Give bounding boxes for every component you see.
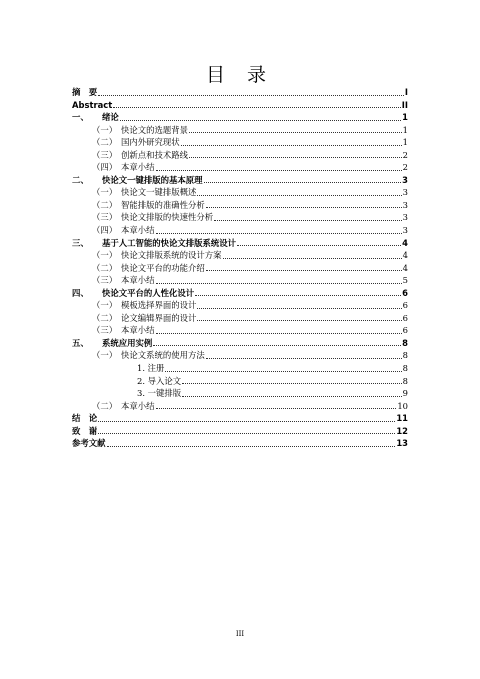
toc-leader-dots [182, 383, 402, 384]
toc-entry-label [92, 149, 188, 162]
toc-entry[interactable] [72, 86, 408, 99]
toc-entry[interactable] [72, 262, 408, 275]
toc-entry-number: （一） [92, 187, 118, 198]
toc-entry-text: 本章小结 [121, 325, 155, 336]
toc-leader-dots [113, 107, 401, 108]
toc-leader-dots [204, 182, 402, 183]
toc-title: 目 录 [205, 64, 275, 86]
toc-entry[interactable] [72, 136, 408, 149]
toc-leader-dots [189, 157, 402, 158]
toc-entry-text: 本章小结 [121, 400, 155, 411]
toc-entry-text: 本章小结 [121, 162, 155, 173]
toc-entry-number: 一、 [72, 112, 89, 123]
toc-entry[interactable] [72, 211, 408, 224]
toc-entry-text: 参考文献 [72, 438, 106, 449]
toc-leader-dots [197, 320, 401, 321]
toc-entry-number: （二） [92, 400, 118, 411]
toc-entry-label [92, 199, 205, 212]
toc-entry-number: 三、 [72, 237, 89, 248]
toc-entry-text: 快论文排版的快速性分析 [121, 212, 214, 223]
toc-entry-text: 模板选择界面的设计 [121, 300, 197, 311]
toc-entry[interactable] [72, 362, 408, 375]
toc-entry-text: 快论文排版系统的设计方案 [121, 250, 222, 261]
toc-entry[interactable] [72, 287, 408, 300]
toc-leader-dots [182, 396, 402, 397]
toc-entry-text: Abstract [72, 99, 113, 110]
toc-entry-label [72, 99, 112, 112]
toc-entry-label [92, 249, 222, 262]
toc-leader-dots [206, 207, 402, 208]
toc-leader-dots [156, 233, 402, 234]
toc-entry-label [72, 174, 203, 187]
toc-leader-dots [206, 270, 402, 271]
toc-entry-number: （三） [92, 275, 118, 286]
toc-entry-label [137, 387, 181, 400]
toc-entry-label [72, 287, 194, 300]
toc-entry-number: （一） [92, 124, 118, 135]
toc-entry-label [72, 437, 106, 450]
toc-entry-label [72, 425, 97, 438]
toc-entry-number: 四、 [72, 287, 89, 298]
toc-entry-page: 8 [402, 350, 408, 361]
toc-entry-number: （二） [92, 137, 118, 148]
toc-leader-dots [98, 95, 404, 96]
toc-entry-text: 本章小结 [121, 225, 155, 236]
toc-entry[interactable] [72, 161, 408, 174]
toc-leader-dots [107, 446, 396, 447]
toc-entry-label [92, 324, 155, 337]
toc-entry-page: 3 [402, 199, 408, 210]
toc-entry-text: 论文编辑界面的设计 [121, 312, 197, 323]
toc-leader-dots [98, 433, 395, 434]
toc-leader-dots [120, 120, 401, 121]
toc-entry-text: 绪论 [102, 112, 119, 123]
toc-entry-page: 1 [402, 112, 408, 123]
toc-entry[interactable] [72, 237, 408, 250]
toc-entry[interactable] [72, 400, 408, 413]
toc-entry-text: 快论文的选题背景 [121, 124, 188, 135]
toc-entry-text: 本章小结 [121, 275, 155, 286]
toc-entry-label [92, 224, 155, 237]
toc-entry-label [92, 262, 205, 275]
toc-entry[interactable] [72, 412, 408, 425]
toc-entry-page: 13 [396, 438, 408, 449]
toc-leader-dots [98, 421, 395, 422]
toc-entry[interactable] [72, 174, 408, 187]
toc-leader-dots [156, 408, 397, 409]
toc-entry-text: 2. 导入论文 [137, 375, 182, 386]
toc-entry-number: 五、 [72, 337, 89, 348]
toc-entry-label [92, 274, 155, 287]
toc-entry-label [92, 349, 205, 362]
toc-entry-label [92, 312, 196, 325]
toc-entry-text: 快论文平台的人性化设计 [102, 287, 195, 298]
toc-entry-page: 5 [402, 275, 408, 286]
toc-entry-number: （一） [92, 300, 118, 311]
toc-entry-number: （一） [92, 350, 118, 361]
toc-entry-text: 摘 要 [72, 87, 98, 97]
toc-leader-dots [197, 195, 401, 196]
toc-entry-page: 6 [402, 287, 408, 298]
toc-entry-text: 国内外研究现状 [121, 137, 180, 148]
toc-entry-text: 快论文一键排版的基本原理 [102, 174, 203, 185]
toc-entry-page: 4 [402, 262, 408, 273]
toc-entry-number: （四） [92, 162, 118, 173]
toc-entry-page: 6 [402, 312, 408, 323]
toc-entry-number: （四） [92, 225, 118, 236]
toc-leader-dots [206, 358, 402, 359]
toc-entry[interactable] [72, 186, 408, 199]
toc-entry-page: 3 [402, 174, 408, 185]
toc-entry[interactable] [72, 274, 408, 287]
toc-entry[interactable] [72, 375, 408, 388]
toc-leader-dots [237, 245, 401, 246]
toc-entry[interactable] [72, 199, 408, 212]
toc-entry-number: （三） [92, 149, 118, 160]
toc-entry-page: 11 [396, 413, 408, 424]
toc-entry-number: （二） [92, 199, 118, 210]
toc-entry-text: 致 谢 [72, 425, 98, 436]
toc-entry[interactable] [72, 324, 408, 337]
toc-entry-text: 快论文一键排版概述 [121, 187, 197, 198]
toc-leader-dots [189, 132, 402, 133]
toc-entry-text: 3. 一键排版 [137, 388, 182, 399]
toc-entry-label [92, 299, 196, 312]
toc-leader-dots [156, 283, 402, 284]
toc-entry-page: 12 [396, 425, 408, 436]
toc-entry-page: 8 [402, 337, 408, 348]
toc-entry-label [92, 124, 188, 137]
toc-entry-text: 创新点和技术路线 [121, 149, 188, 160]
toc-entry-page: I [404, 87, 408, 97]
toc-entry-text: 快论文系统的使用方法 [121, 350, 205, 361]
toc-leader-dots [223, 258, 402, 259]
toc-entry-label [92, 161, 155, 174]
toc-entry[interactable] [72, 337, 408, 350]
toc-entry-text: 快论文平台的功能介绍 [121, 262, 205, 273]
toc-entry-label [72, 111, 119, 124]
toc-entry-number: （三） [92, 212, 118, 223]
toc-entry[interactable] [72, 224, 408, 237]
toc-entry-label [72, 237, 236, 250]
toc-entry-page: 8 [402, 375, 408, 386]
table-of-contents [72, 86, 408, 450]
toc-leader-dots [195, 295, 401, 296]
toc-entry-number: （三） [92, 325, 118, 336]
toc-leader-dots [165, 371, 401, 372]
toc-entry-text: 结 论 [72, 413, 98, 424]
toc-leader-dots [153, 345, 401, 346]
toc-entry-page: 1 [402, 137, 408, 148]
toc-entry-page: II [401, 99, 408, 110]
toc-entry[interactable] [72, 124, 408, 137]
toc-entry[interactable] [72, 111, 408, 124]
toc-entry-page: 2 [402, 149, 408, 160]
toc-entry-label [72, 412, 97, 425]
toc-leader-dots [214, 220, 402, 221]
toc-entry-number: （二） [92, 262, 118, 273]
toc-entry[interactable] [72, 299, 408, 312]
toc-entry-page: 8 [402, 363, 408, 374]
toc-entry-label [72, 337, 152, 350]
toc-entry-label [92, 211, 213, 224]
toc-entry-text: 智能排版的准确性分析 [121, 199, 205, 210]
toc-leader-dots [181, 145, 402, 146]
toc-entry-text: 1. 注册 [137, 363, 165, 374]
toc-entry-label [92, 136, 180, 149]
toc-entry[interactable] [72, 149, 408, 162]
toc-entry-page: 4 [402, 237, 408, 248]
toc-leader-dots [156, 333, 402, 334]
toc-entry-number: （二） [92, 312, 118, 323]
toc-entry-page: 3 [402, 187, 408, 198]
toc-leader-dots [156, 170, 402, 171]
toc-leader-dots [197, 308, 401, 309]
toc-entry[interactable] [72, 425, 408, 438]
toc-entry-page: 3 [402, 225, 408, 236]
toc-entry[interactable] [72, 387, 408, 400]
toc-entry-page: 10 [397, 400, 408, 411]
toc-entry-label [137, 375, 181, 388]
toc-entry-label [137, 362, 164, 375]
page-number: III [235, 630, 245, 638]
toc-entry-label [92, 400, 155, 413]
toc-entry-page: 2 [402, 162, 408, 173]
toc-entry-text: 系统应用实例 [102, 337, 153, 348]
toc-entry[interactable] [72, 249, 408, 262]
toc-entry-label [72, 86, 97, 99]
toc-entry-page: 9 [402, 388, 408, 399]
toc-entry[interactable] [72, 349, 408, 362]
toc-entry[interactable] [72, 437, 408, 450]
toc-entry-page: 1 [402, 124, 408, 135]
toc-entry[interactable] [72, 312, 408, 325]
toc-entry-number: 二、 [72, 174, 89, 185]
toc-entry-page: 6 [402, 325, 408, 336]
toc-entry-label [92, 186, 196, 199]
toc-entry-text: 基于人工智能的快论文排版系统设计 [102, 237, 236, 248]
toc-entry-number: （一） [92, 250, 118, 261]
toc-entry-page: 3 [402, 212, 408, 223]
toc-entry[interactable] [72, 99, 408, 112]
toc-entry-page: 6 [402, 300, 408, 311]
toc-entry-page: 4 [402, 250, 408, 261]
